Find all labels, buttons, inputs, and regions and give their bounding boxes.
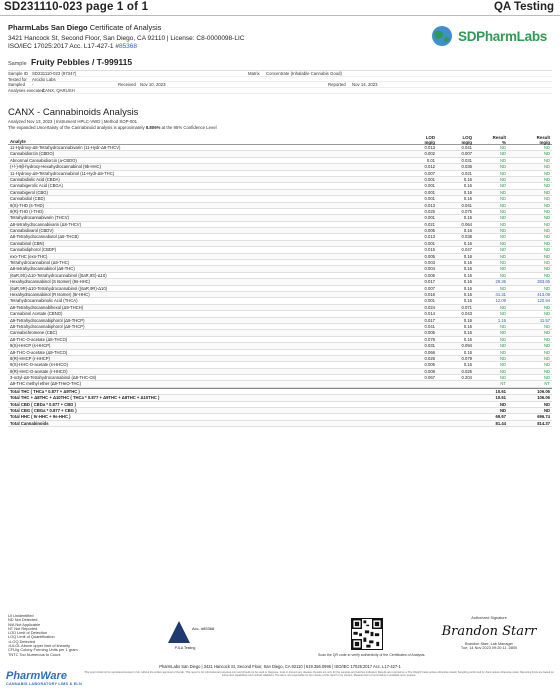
- total-mg: 696.74: [537, 414, 550, 420]
- result-mg: ND: [543, 349, 550, 355]
- sample-id-label: Sample ID: [8, 71, 29, 76]
- loq-value: 0.041: [461, 145, 472, 150]
- lod-value: 0.005: [424, 272, 435, 278]
- lod-value: 0.005: [424, 253, 435, 259]
- lod-value: 0.003: [424, 260, 435, 266]
- result-percent: ND: [499, 157, 506, 163]
- analyte-name: Cannabigerolic Acid (CBGA): [10, 183, 63, 189]
- result-percent: ND: [499, 355, 506, 361]
- lod-value: 0.016: [424, 291, 435, 297]
- result-mg: ND: [543, 145, 550, 150]
- analyte-name: Δ8-Tetrahydrocannabiphorol (Δ8-THCP): [10, 323, 85, 329]
- result-mg: ND: [543, 375, 550, 381]
- analyte-name: exo-THC (exo-THC): [10, 253, 48, 259]
- result-percent: ND: [499, 247, 506, 253]
- analyte-name: 9(R)-HHCP (r-HHCP): [10, 355, 50, 361]
- analyte-name: Tetrahydrocannabinol (Δ9-THC): [10, 260, 70, 266]
- loq-value: 0.079: [461, 355, 472, 361]
- result-percent: ND: [499, 208, 506, 214]
- lod-value: 0.005: [424, 330, 435, 336]
- col-lod-unit: mg/g: [424, 139, 435, 145]
- result-mg: ND: [543, 240, 550, 246]
- analyzed-line: Analyzed Nov 13, 2023 | Instrument HPLC-VWD | Method SOP-001: [8, 119, 138, 124]
- result-percent: NT: [500, 381, 506, 387]
- signature-heading: Authorized Signature: [471, 616, 507, 620]
- result-percent: ND: [499, 311, 506, 317]
- lod-value: 0.004: [424, 266, 435, 272]
- result-mg: ND: [543, 336, 550, 342]
- qr-code-icon[interactable]: [351, 618, 383, 650]
- result-mg: ND: [543, 355, 550, 361]
- legend-item: TNTC Too Numerous to Count: [8, 651, 61, 657]
- lod-value: 0.001: [424, 183, 435, 189]
- lod-value: 0.041: [424, 323, 435, 329]
- total-percent: 69.67: [495, 414, 506, 420]
- sdpharmlabs-logo: [428, 24, 552, 48]
- result-mg: ND: [543, 362, 550, 368]
- result-mg: ND: [543, 215, 550, 221]
- analyte-name: 3-octyl-Δ8-Tetrahydrocannabinol (Δ8-THC-C8): [10, 375, 97, 381]
- result-mg: ND: [543, 368, 550, 374]
- result-percent: ND: [499, 164, 506, 170]
- loq-value: 0.047: [461, 247, 472, 253]
- loq-value: 0.021: [461, 170, 472, 176]
- total-name: Total HHC ( 9r-HHC + 9s-HHC ): [10, 414, 71, 420]
- result-mg: ND: [543, 247, 550, 253]
- total-mg: 106.06: [537, 388, 550, 394]
- lod-value: 0.001: [424, 240, 435, 246]
- analyte-name: 11-Hydroxy-Δ8-Tetrahydrocannabivarin (11-Hydr-Δ8-THCV): [10, 145, 121, 150]
- analyte-name: Δ9-THC-O-acetate (Δ9-THCO): [10, 349, 68, 355]
- lod-value: 0.013: [424, 145, 435, 150]
- analyte-name: Δ9-THC methyl ether (Δ9-THeO-THC): [10, 381, 81, 387]
- tested-for-label: Tested for: [8, 76, 27, 82]
- loq-value: 0.038: [461, 234, 472, 240]
- result-mg: ND: [543, 183, 550, 189]
- loq-value: 0.075: [461, 208, 472, 214]
- accreditation-caption: PJLA Testing: [174, 646, 196, 650]
- iso-link[interactable]: 85368: [118, 43, 138, 50]
- loq-value: 0.007: [461, 151, 472, 157]
- lod-value: 0.024: [424, 304, 435, 310]
- col-result-mg-unit: mg/g: [539, 139, 550, 145]
- lod-value: 0.007: [424, 285, 435, 291]
- loq-value: 0.036: [461, 164, 472, 170]
- result-mg: ND: [543, 311, 550, 317]
- qa-testing-label: QA Testing: [493, 1, 554, 13]
- analyte-name: 9(R)-HHC-O-acetate (r-HHCO): [10, 368, 68, 374]
- loq-value: 0.16: [463, 196, 472, 202]
- accreditation-badge: [168, 619, 228, 659]
- loq-value: 0.094: [461, 343, 472, 349]
- result-mg: 283.65: [537, 279, 550, 285]
- result-mg: ND: [543, 253, 550, 259]
- result-percent: ND: [499, 221, 506, 227]
- result-mg: ND: [543, 202, 550, 208]
- total-name: Total THC ( THCa * 0.877 + Δ9THC ): [10, 388, 80, 394]
- legend-item: LOQ Limit of Quantification: [8, 634, 55, 640]
- lab-header: [8, 24, 244, 51]
- result-mg: ND: [543, 170, 550, 176]
- accreditation-number: Acc. #85368: [192, 626, 215, 631]
- doc-title: Certificate of Analysis: [89, 23, 162, 32]
- total-name: Total CBD ( CBDa * 0.877 + CBD ): [10, 401, 76, 407]
- legend-item: CFU/g Colony Forming Units per 1 gram: [8, 647, 78, 653]
- table-body: [8, 145, 552, 388]
- sample-label: Sample: [8, 61, 27, 67]
- reported-label: Reported: [328, 82, 346, 88]
- loq-value: 0.031: [461, 157, 472, 163]
- analyte-name: 9(S)-THD (s-THD): [10, 202, 44, 208]
- signature-image: Brandon Starr: [441, 624, 537, 639]
- lod-value: 0.012: [424, 164, 435, 170]
- analyte-name: Δ9-Tetrahydrocannabiphorol (Δ9-THCP): [10, 317, 85, 323]
- pharmware-name: PharmWare: [6, 670, 67, 682]
- total-mg: 106.06: [537, 395, 550, 401]
- analyte-name: 9(S)-HHC-O-acetate (s-HHCO): [10, 362, 68, 368]
- result-mg: ND: [543, 221, 550, 227]
- uncertainty-line: [8, 125, 217, 131]
- lod-value: 0.002: [424, 151, 435, 157]
- result-mg: ND: [543, 330, 550, 336]
- received-label: Received: [118, 82, 136, 88]
- analyte-name: Abnormal Cannabidiorcin (a-CBDO): [10, 157, 77, 163]
- loq-value: 0.204: [461, 375, 472, 381]
- result-percent: ND: [499, 189, 506, 195]
- sample-meta: [8, 70, 552, 94]
- pjla-logo-icon: [168, 621, 190, 643]
- sample-value: Fruity Pebbles / T-999115: [31, 57, 133, 67]
- footer-address: PharmLabs San Diego | 3421 Hancock St, Second Floor, San Diego, CA 92110 | 619.356.0996 | ISO/IEC 17025:2017 Acc. L17-427-1: [159, 664, 401, 669]
- total-percent: ND: [499, 401, 506, 407]
- loq-value: 0.16: [463, 260, 472, 266]
- section-title: CANX - Cannabinoids Analysis: [8, 107, 139, 118]
- result-mg: ND: [543, 304, 550, 310]
- loq-value: 0.041: [461, 202, 472, 208]
- total-percent: 10.61: [495, 395, 506, 401]
- col-loq: LOQ: [462, 135, 472, 140]
- analyte-name: (+/-)-9β-hydroxy-Hexahydrocannabinol (9b-HHC): [10, 164, 101, 170]
- loq-value: 0.16: [463, 253, 472, 259]
- analyte-name: Δ8-THC-O-acetate (Δ8-THCO): [10, 336, 68, 342]
- result-mg: ND: [543, 285, 550, 291]
- result-mg: ND: [543, 189, 550, 195]
- received-value: Nov 10, 2023: [140, 82, 166, 88]
- lod-value: 0.025: [424, 208, 435, 214]
- loq-value: 0.16: [463, 349, 472, 355]
- result-mg: ND: [543, 323, 550, 329]
- loq-value: 0.16: [463, 228, 472, 234]
- legend-item: NT Not Reported: [8, 625, 38, 631]
- col-analyte: Analyte: [10, 139, 26, 144]
- result-percent: ND: [499, 240, 506, 246]
- iso-prefix: ISO/IEC 17025:2017 Acc. L17-427-1 #: [8, 43, 119, 50]
- loq-value: 0.16: [463, 323, 472, 329]
- qr-caption: Scan the QR code to verify authenticity of the Certificates of Analysis.: [318, 653, 426, 657]
- loq-value: 0.16: [463, 240, 472, 246]
- total-mg: ND: [543, 408, 550, 414]
- pharmware-tagline: CANNABIS LABORATORY LIMS & ELN: [6, 682, 82, 686]
- sampled-value: -: [32, 82, 34, 88]
- lod-value: 0.031: [424, 343, 435, 349]
- analyte-name: Δ8-Tetrahydrocannabutol (Δ8-THCB): [10, 234, 79, 240]
- lod-value: 0.008: [424, 368, 435, 374]
- result-mg: 413.09: [537, 291, 550, 297]
- analyte-name: Tetrahydrocannabinolic Acid (THCA): [10, 298, 78, 304]
- loq-value: 0.16: [463, 285, 472, 291]
- lod-value: 0.017: [424, 279, 435, 285]
- lod-value: 0.066: [424, 349, 435, 355]
- analyte-name: Cannabidiolic Acid (CBDA): [10, 176, 60, 182]
- result-percent: ND: [499, 343, 506, 349]
- lod-value: 0.067: [424, 375, 435, 381]
- result-percent: 28.36: [495, 279, 506, 285]
- result-percent: 41.31: [495, 291, 506, 297]
- result-mg: ND: [543, 196, 550, 202]
- analyte-name: Δ8-tetrahydrocannabivarin (Δ8-THCV): [10, 221, 81, 227]
- analyte-name: 9(S)-HHCP (s-HHCP): [10, 343, 51, 349]
- total-percent: 81.44: [495, 420, 506, 426]
- result-percent: ND: [499, 215, 506, 221]
- pharmware-logo: [6, 670, 82, 686]
- result-percent: ND: [499, 151, 506, 157]
- total-name: Total CBG ( CBGa * 0.877 + CBG ): [10, 408, 77, 414]
- loq-value: 0.16: [463, 291, 472, 297]
- analyte-name: Cannabinol (CBN): [10, 240, 44, 246]
- lod-value: 0.013: [424, 202, 435, 208]
- result-mg: ND: [543, 157, 550, 163]
- total-percent: 10.61: [495, 388, 506, 394]
- loq-value: 0.16: [463, 215, 472, 221]
- lod-value: 0.005: [424, 228, 435, 234]
- uncertainty-value: 8.806%: [145, 124, 161, 130]
- result-percent: ND: [499, 368, 506, 374]
- lod-value: 0.01: [426, 157, 435, 163]
- analyte-name: Cannabidiol (CBD): [10, 196, 45, 202]
- result-percent: ND: [499, 145, 506, 150]
- report-id-title: SD231110-023 page 1 of 1: [4, 1, 149, 13]
- tested-for-value: Arcidio Labs: [32, 76, 56, 82]
- sample-id: SD231110-023 (97347): [32, 71, 77, 76]
- lod-value: 0.076: [424, 336, 435, 342]
- col-loq-unit: mg/g: [461, 139, 472, 145]
- footer-disclaimer: This report shall not be reproduced except in full, without the written approval of the lab. This report is for informational purposes only and should not be used to diagnose, treat or prevent any disease. Results are only for the samples and batches indicated. Results are reported on a 'Dry-Weight' basis unless otherwise stated. Sampling performed by client unless otherwise noted. Reporting limits are based on instrument capabilities and method validation. The lab is not responsible for the misuse of this report or its content. Measurement of uncertainty is available upon request.: [84, 671, 554, 678]
- col-result-pct-unit: %: [502, 139, 506, 145]
- loq-value: 0.16: [463, 298, 472, 304]
- analyte-name: Cannabigerol (CBG): [10, 189, 48, 195]
- total-name: Total THC + Δ8THC + Δ10THC ( THCa * 0.877 + Δ9THC + Δ8THC + Δ10THC ): [10, 395, 160, 401]
- legend-item: ND Not Detected: [8, 617, 38, 623]
- total-mg: 814.37: [537, 420, 550, 426]
- signature-date: Tue, 14 Nov 2023 09:20:11 -0800: [460, 646, 518, 650]
- lod-value: 0.017: [424, 317, 435, 323]
- result-percent: ND: [499, 304, 506, 310]
- reported-value: Nov 14, 2023: [352, 82, 378, 88]
- lod-value: 0.026: [424, 355, 435, 361]
- analyte-name: Cannabidiphorol (CBDP): [10, 247, 57, 253]
- analyte-name: Δ8-tetrahydrocannabinol (Δ8-THC): [10, 266, 75, 272]
- analyte-name: Δ9-Tetrahydrocannabihexol (Δ9-THCH): [10, 304, 84, 310]
- result-percent: 12.09: [495, 298, 506, 304]
- loq-value: 0.043: [461, 311, 472, 317]
- result-percent: ND: [499, 330, 506, 336]
- loq-value: 0.16: [463, 362, 472, 368]
- col-lod: LOD: [425, 135, 435, 140]
- lab-address: 3421 Hancock St, Second Floor, San Diego, CA 92110 | License: C8-0000098-LIC: [8, 35, 245, 42]
- loq-value: 0.16: [463, 189, 472, 195]
- loq-value: 0.064: [461, 221, 472, 227]
- result-percent: ND: [499, 272, 506, 278]
- result-mg: ND: [543, 343, 550, 349]
- analyte-name: Cannabidivarol (CBDV): [10, 228, 54, 234]
- total-percent: ND: [499, 408, 506, 414]
- result-mg: ND: [543, 272, 550, 278]
- result-percent: ND: [499, 285, 506, 291]
- result-percent: ND: [499, 234, 506, 240]
- lod-value: 0.007: [424, 170, 435, 176]
- loq-value: 0.16: [463, 266, 472, 272]
- legend-item: N/A Not Applicable: [8, 621, 41, 627]
- totals-row: [8, 421, 552, 427]
- analyses-value: CANX, QARUSH: [42, 88, 75, 94]
- matrix-value: Concentrate (Inhalable Cannabis Good): [266, 71, 342, 76]
- lod-value: 0.014: [424, 311, 435, 317]
- lod-value: 0.015: [424, 247, 435, 253]
- uncertainty-tail: at the 95% Confidence Level: [160, 124, 217, 130]
- loq-value: 0.16: [463, 279, 472, 285]
- lod-value: 0.001: [424, 196, 435, 202]
- result-mg: 11.57: [539, 317, 550, 323]
- result-percent: ND: [499, 260, 506, 266]
- result-percent: ND: [499, 183, 506, 189]
- analyte-name: Hexahydrocannabinol (S Isomer) (9s-HHC): [10, 279, 91, 285]
- result-percent: ND: [499, 349, 506, 355]
- result-percent: ND: [499, 228, 506, 234]
- result-percent: ND: [499, 362, 506, 368]
- globe-icon: [428, 24, 456, 48]
- analyte-name: 9(R)-THD (r-THD): [10, 208, 44, 214]
- lod-value: 0.001: [424, 189, 435, 195]
- result-mg: ND: [543, 164, 550, 170]
- result-mg: 120.94: [537, 298, 550, 304]
- loq-value: 0.16: [463, 183, 472, 189]
- sample-title: [8, 57, 132, 67]
- result-percent: ND: [499, 253, 506, 259]
- loq-value: 0.16: [463, 176, 472, 182]
- analyte-name: (6aR,9R)-Δ10-Tetrahydrocannabinol ((6aR,9R)-Δ10): [10, 285, 108, 291]
- analyte-name: Tetrahydrocannabivarin (THCV): [10, 215, 69, 221]
- table-row: [8, 381, 552, 387]
- legend-item: UI Unidentified: [8, 613, 34, 618]
- legend-item: LOD Limit of Detection: [8, 630, 48, 636]
- result-mg: ND: [543, 176, 550, 182]
- col-result-mg: Result: [536, 135, 550, 140]
- loq-value: 0.025: [461, 368, 472, 374]
- total-name: Total Cannabinoids: [10, 420, 49, 426]
- result-percent: 1.16: [497, 317, 506, 323]
- lod-value: 0.021: [424, 221, 435, 227]
- loq-value: 0.16: [463, 330, 472, 336]
- analyte-name: 11-Hydroxy-Δ9-Tetrahydrocannabinol (11-Hydr-Δ9-THC): [10, 170, 115, 176]
- legend-item: >ULOL Above upper limit of linearity: [8, 643, 71, 649]
- lod-value: 0.013: [424, 234, 435, 240]
- total-mg: ND: [543, 401, 550, 407]
- signer-name: Brandon Starr, Lab Manager: [465, 642, 513, 646]
- result-percent: ND: [499, 202, 506, 208]
- table-header: [8, 135, 552, 145]
- result-percent: ND: [499, 336, 506, 342]
- logo-text: SDPharmLabs: [458, 29, 547, 44]
- result-mg: NT: [544, 381, 550, 387]
- col-result-pct: Result: [492, 135, 506, 140]
- analyte-name: Cannabinol Acetate (CBNO): [10, 311, 63, 317]
- result-mg: ND: [543, 228, 550, 234]
- legend-item: <LOQ Detected: [8, 638, 36, 644]
- loq-value: 0.16: [463, 272, 472, 278]
- document-header-bar: [0, 0, 560, 16]
- loq-value: 0.16: [463, 336, 472, 342]
- result-percent: ND: [499, 170, 506, 176]
- abbreviation-legend: [8, 614, 78, 657]
- matrix-label: Matrix: [248, 71, 260, 76]
- result-percent: ND: [499, 375, 506, 381]
- result-percent: ND: [499, 176, 506, 182]
- analyte-name: (6aR,9S)-Δ10-Tetrahydrocannabinol ((6aR,9S)-Δ10): [10, 272, 107, 278]
- result-mg: ND: [543, 260, 550, 266]
- analyte-name: Cannabichromene (CBC): [10, 330, 58, 336]
- result-mg: ND: [543, 234, 550, 240]
- uncertainty-text: The expanded Uncertainty of the Cannabinoid analysis is approximately: [8, 124, 146, 130]
- loq-value: 0.16: [463, 317, 472, 323]
- sampled-label: Sampled: [8, 82, 25, 88]
- result-mg: ND: [543, 151, 550, 157]
- lod-value: 0.001: [424, 215, 435, 221]
- analyte-name: Hexahydrocannabinol (R Isomer) (9r-HHC): [10, 291, 90, 297]
- table-totals: [8, 388, 552, 427]
- lod-value: 0.001: [424, 298, 435, 304]
- loq-value: 0.071: [461, 304, 472, 310]
- signature-block: [434, 616, 544, 664]
- result-percent: ND: [499, 196, 506, 202]
- cannabinoids-table: [8, 135, 552, 427]
- analyte-name: Cannabidiorcin (CBDO): [10, 151, 54, 157]
- lab-name: PharmLabs San Diego: [8, 23, 88, 32]
- analysis-info: [8, 119, 217, 130]
- lod-value: 0.005: [424, 362, 435, 368]
- result-mg: ND: [543, 266, 550, 272]
- result-percent: ND: [499, 266, 506, 272]
- result-percent: ND: [499, 323, 506, 329]
- lod-value: 0.001: [424, 176, 435, 182]
- analyses-label: Analyses executed: [8, 88, 45, 94]
- result-mg: ND: [543, 208, 550, 214]
